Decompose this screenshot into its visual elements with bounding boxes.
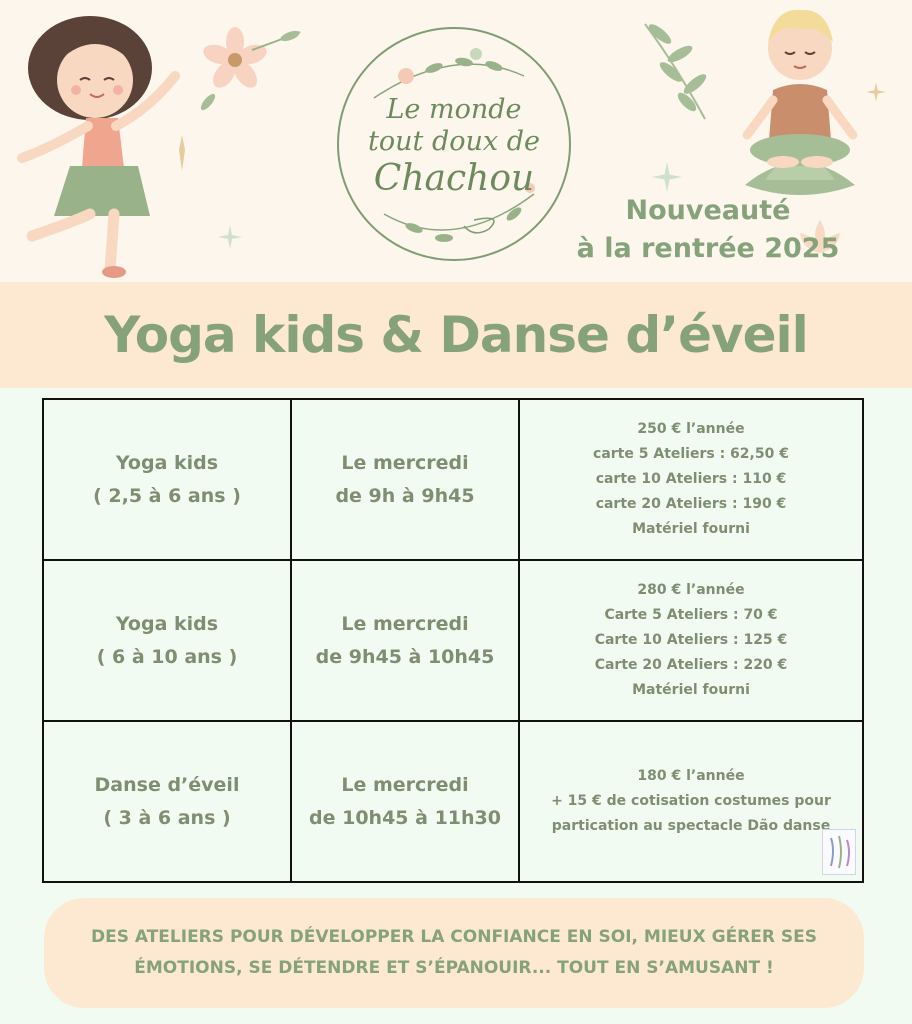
dancing-girl-illustration: [10, 8, 190, 283]
logo: [334, 24, 574, 264]
schedule-cell: [291, 560, 519, 721]
activity-ages: ( 2,5 à 6 ans ): [93, 484, 241, 507]
schedule-cell: [291, 399, 519, 560]
activity-name: Danse d’éveil: [94, 774, 240, 797]
logo-line-2: tout doux de: [368, 125, 540, 157]
page-title: Yoga kids & Danse d’éveil: [104, 306, 808, 364]
price-line: Carte 20 Ateliers : 220 €: [594, 657, 788, 674]
price-line: 280 € l’année: [637, 581, 745, 598]
price-line: partication au spectacle Dão danse: [551, 818, 831, 835]
schedule-day: Le mercredi: [341, 613, 469, 636]
flower-icon: [190, 20, 310, 120]
activity-cell: [43, 399, 291, 560]
activity-name: Yoga kids: [115, 452, 219, 475]
announcement-line-2: à la rentrée 2025: [576, 232, 840, 264]
price-line: Matériel fourni: [632, 682, 750, 699]
activity-ages: ( 3 à 6 ans ): [103, 806, 231, 829]
sparkle-icon: [218, 225, 242, 249]
logo-text: [334, 94, 574, 200]
title-banner: [0, 282, 912, 388]
table-row: [43, 399, 863, 560]
activity-name: Yoga kids: [115, 613, 219, 636]
table-row: [43, 721, 863, 882]
activity-cell: [43, 721, 291, 882]
schedule-day: Le mercredi: [341, 774, 469, 797]
dance-logo-sticker: [822, 829, 856, 875]
activity-cell: [43, 560, 291, 721]
sparkle-icon: [866, 82, 886, 102]
activity-ages: ( 6 à 10 ans ): [96, 645, 238, 668]
price-line: carte 20 Ateliers : 190 €: [595, 496, 787, 513]
price-line: carte 10 Ateliers : 110 €: [595, 470, 787, 487]
sparkle-icon: [652, 162, 682, 192]
price-cell: [519, 560, 863, 721]
logo-line-1: Le monde: [386, 94, 522, 125]
schedule-time: de 9h à 9h45: [335, 484, 475, 507]
price-line: carte 5 Ateliers : 62,50 €: [593, 445, 789, 462]
price-cell: [519, 399, 863, 560]
logo-line-3: Chachou: [373, 157, 535, 199]
price-line: 180 € l’année: [637, 767, 745, 784]
sparkle-icon: [170, 135, 194, 171]
price-line: + 15 € de cotisation costumes pour: [551, 792, 831, 809]
footer-line-1: DES ATELIERS POUR DÉVELOPPER LA CONFIANCE EN SOI, MIEUX GÉRER SES: [90, 926, 817, 947]
footer-message: [44, 898, 864, 1008]
announcement-line-1: Nouveauté: [625, 195, 791, 226]
meditating-boy-illustration: [735, 0, 865, 200]
announcement: [548, 192, 868, 268]
price-line: Carte 5 Ateliers : 70 €: [604, 606, 778, 623]
table-row: [43, 560, 863, 721]
price-cell: [519, 721, 863, 882]
schedule-cell: [291, 721, 519, 882]
schedule-table: [42, 398, 864, 883]
price-line: Carte 10 Ateliers : 125 €: [594, 631, 788, 648]
schedule-time: de 9h45 à 10h45: [315, 645, 495, 668]
schedule-time: de 10h45 à 11h30: [309, 806, 501, 829]
leaf-branch-icon: [635, 14, 715, 124]
footer-line-2: ÉMOTIONS, SE DÉTENDRE ET S’ÉPANOUIR... TOUT EN S’AMUSANT !: [134, 958, 774, 978]
schedule-day: Le mercredi: [341, 452, 469, 475]
price-line: Matériel fourni: [632, 521, 750, 538]
price-line: 250 € l’année: [637, 420, 745, 437]
